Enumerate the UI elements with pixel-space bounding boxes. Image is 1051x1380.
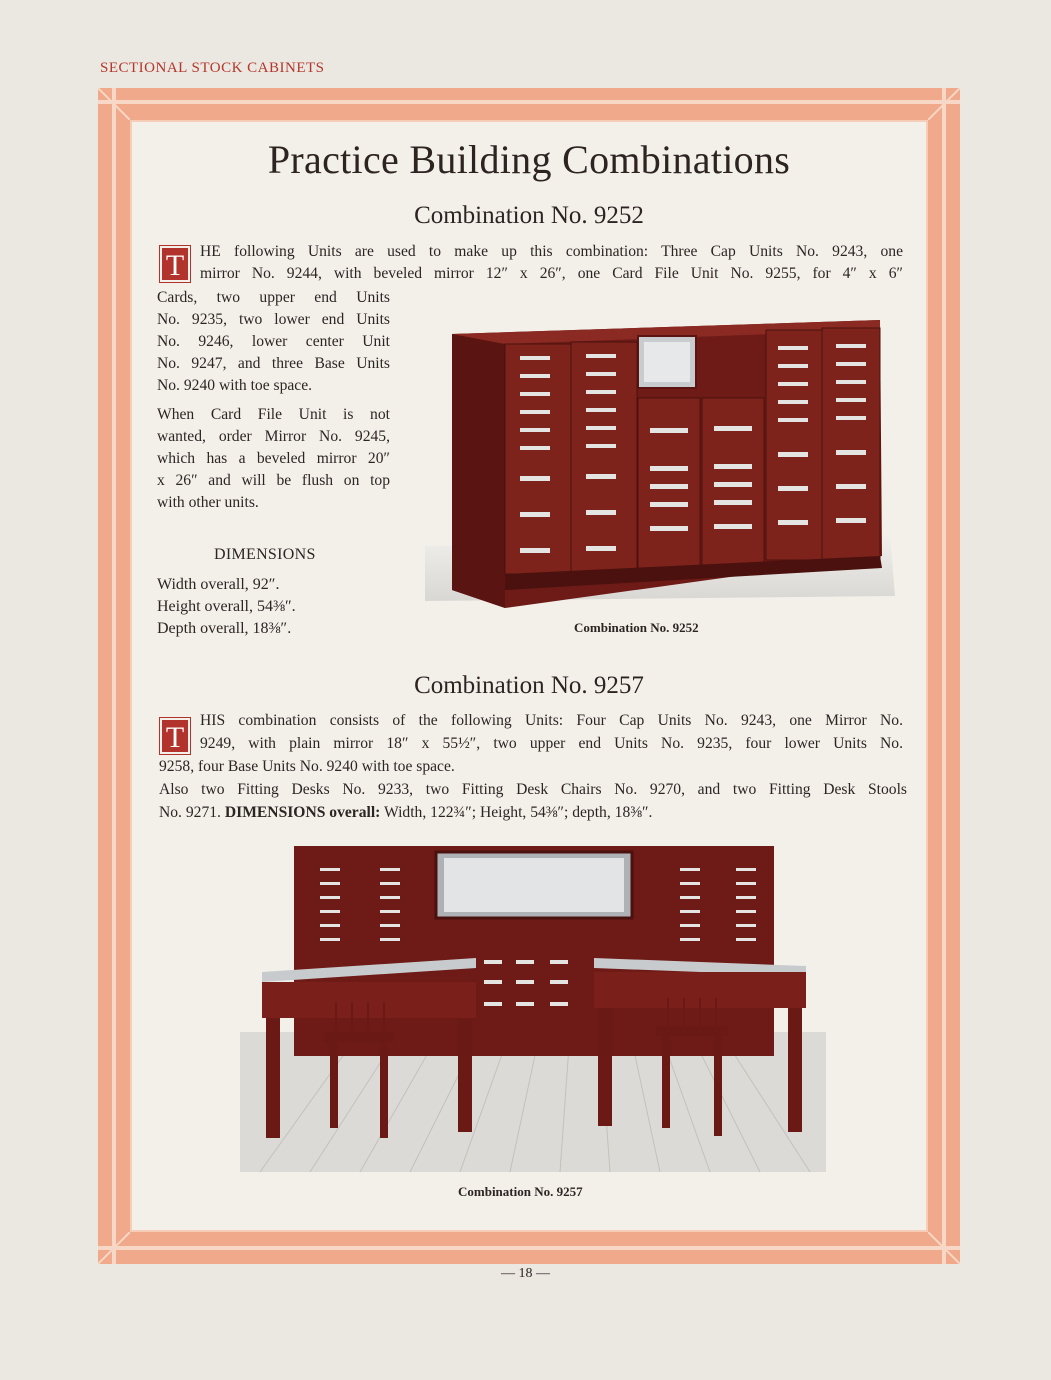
page-header: SECTIONAL STOCK CABINETS xyxy=(100,60,325,76)
paragraph-line: No. 9240 with toe space. xyxy=(157,377,313,394)
desk-stool-ref: No. 9271. xyxy=(159,804,221,821)
page-number: — 18 — xyxy=(501,1266,550,1281)
dimension-height: Height overall, 54⅜″. xyxy=(157,598,296,615)
dimensions-overall-values: Width, 122¾″; Height, 54⅜″; depth, 18⅜″. xyxy=(384,804,653,821)
dimensions-overall-label: DIMENSIONS overall: xyxy=(224,804,381,821)
dimension-depth: Depth overall, 18⅜″. xyxy=(157,620,292,637)
drop-cap: T xyxy=(160,718,190,754)
figure-caption-9252: Combination No. 9252 xyxy=(574,620,699,635)
paragraph-line: 9258, four Base Units No. 9240 with toe space. xyxy=(159,758,455,775)
frame-corner-ornament-tl xyxy=(98,88,130,120)
dimensions-heading: DIMENSIONS xyxy=(214,546,316,563)
frame-corner-ornament-bl xyxy=(98,1232,130,1264)
paragraph-line: Cards, two upper end Units xyxy=(157,289,390,306)
cabinet-desk-illustration-9257 xyxy=(240,842,826,1176)
paragraph-line: HIS combination consists of the following Units: Four Cap Units No. 9243, one Mirror No. xyxy=(200,712,903,729)
paragraph-line: No. 9246, lower center Unit xyxy=(157,333,390,350)
paragraph-line: No. 9235, two lower end Units xyxy=(157,311,390,328)
paragraph-line: x 26″ and will be flush on top xyxy=(157,472,390,489)
paragraph-line: HE following Units are used to make up this combination: Three Cap Units No. 9243, one xyxy=(200,243,903,260)
section-heading-9252: Combination No. 9252 xyxy=(414,202,644,229)
frame-line-right xyxy=(942,88,946,1264)
frame-line-left xyxy=(112,88,116,1264)
paragraph-line: When Card File Unit is not xyxy=(157,406,390,423)
paragraph-line xyxy=(159,802,907,824)
frame-corner-ornament-tr xyxy=(928,88,960,120)
paragraph-line: 9249, with plain mirror 18″ x 55½″, two upper end Units No. 9235, four lower Units No. xyxy=(200,735,903,752)
figure-caption-9257: Combination No. 9257 xyxy=(458,1184,583,1199)
frame-corner-ornament-br xyxy=(928,1232,960,1264)
paragraph-line: Also two Fitting Desks No. 9233, two Fitting Desk Chairs No. 9270, and two Fitting Desk Stools xyxy=(159,781,907,798)
paragraph-line: mirror No. 9244, with beveled mirror 12″ x 26″, one Card File Unit No. 9255, for 4″ x 6″ xyxy=(200,265,903,282)
paragraph-line: which has a beveled mirror 20″ xyxy=(157,450,390,467)
paragraph-line: No. 9247, and three Base Units xyxy=(157,355,390,372)
page-title: Practice Building Combinations xyxy=(267,137,791,182)
frame-line-bottom xyxy=(98,1246,960,1250)
dimension-width: Width overall, 92″. xyxy=(157,576,280,593)
frame-line-top xyxy=(98,100,960,104)
drop-cap: T xyxy=(160,246,190,282)
section-heading-9257: Combination No. 9257 xyxy=(414,672,644,699)
paragraph-line: wanted, order Mirror No. 9245, xyxy=(157,428,390,445)
paragraph-line: with other units. xyxy=(157,494,259,511)
cabinet-illustration-9252 xyxy=(420,316,898,616)
